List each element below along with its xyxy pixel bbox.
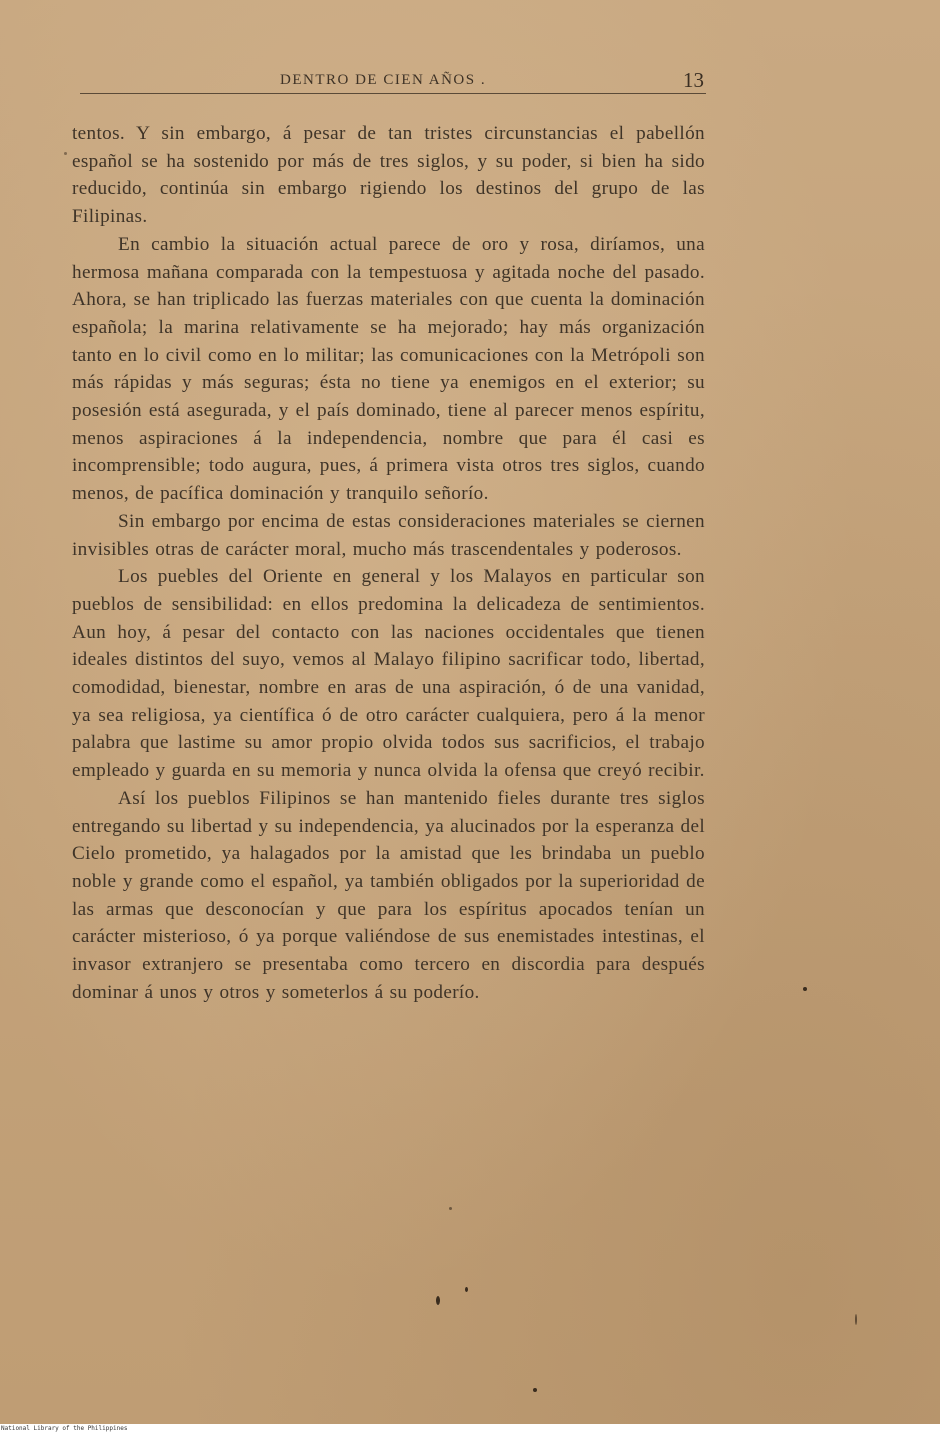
library-credit: National Library of the Philippines xyxy=(0,1424,940,1433)
ink-speck xyxy=(533,1388,537,1392)
running-title: DENTRO DE CIEN AÑOS . xyxy=(280,72,487,88)
paragraph: En cambio la situación actual parece de oro y rosa, diríamos, una hermosa mañana comparada con la tempestuosa y agitada noche del pasado. Ahora, se han triplicado las fuerzas materiales con que cuenta la dominación española; la marina relativamente se ha mejorado; hay más organización tanto en lo civil como en lo militar; las comunicaciones con la Metrópoli son más rápidas y más seguras; ésta no tiene ya enemigos en el exterior; su posesión está asegurada, y el país dominado, tiene al parecer menos espíritu, menos aspiraciones á la independencia, nombre que para él casi es incomprensible; todo augura, pues, á primera vista otros tres siglos, cuando menos, de pacífica dominación y tranquilo señorío. xyxy=(72,233,705,505)
body-text xyxy=(72,120,705,1007)
running-header xyxy=(80,66,706,94)
paragraph: Los puebles del Oriente en general y los Malayos en particular son pueblos de sensibilidad: en ellos predomina la delicadeza de sentimientos. Aun hoy, á pesar del contacto con las naciones occidentales que tienen ideales distintos del suyo, vemos al Malayo filipino sacrificar todo, libertad, comodidad, bienestar, nombre en aras de una aspiración, ó de una vanidad, ya sea religiosa, ya científica ó de otro carácter cualquiera, pero á la menor palabra que lastime su amor propio olvida todos sus sacrificios, el trabajo empleado y guarda en su memoria y nunca olvida la ofensa que creyó recibir. xyxy=(72,566,705,782)
ink-speck xyxy=(855,1314,857,1325)
ink-speck xyxy=(64,152,67,155)
paragraph: Sin embargo por encima de estas consideraciones materiales se ciernen invisibles otras de carácter moral, mucho más trascendentales y poderosos. xyxy=(72,510,705,560)
ink-speck xyxy=(436,1296,440,1305)
ink-speck xyxy=(449,1207,452,1210)
paragraph: Así los pueblos Filipinos se han mantenido fieles durante tres siglos entregando su libertad y su independencia, ya alucinados por la esperanza del Cielo prometido, ya halagados por la amistad que les brindaba un pueblo noble y grande como el español, ya también obligados por la superioridad de las armas que desconocían y que para los espíritus apocados tenían un carácter misterioso, ó ya porque valiéndose de sus enemistades intestinas, el invasor extranjero se presentaba como tercero en discordia para después dominar á unos y otros y someterlos á su poderío. xyxy=(72,787,705,1003)
page-number: 13 xyxy=(683,68,704,92)
header-rule xyxy=(80,93,706,94)
ink-speck xyxy=(465,1287,468,1292)
paragraph: tentos. Y sin embargo, á pesar de tan tristes circunstancias el pabellón español se ha sostenido por más de tres siglos, y su poder, si bien ha sido reducido, continúa sin embargo rigiendo los destinos del grupo de las Filipinas. xyxy=(72,123,705,228)
ink-speck xyxy=(803,987,807,991)
